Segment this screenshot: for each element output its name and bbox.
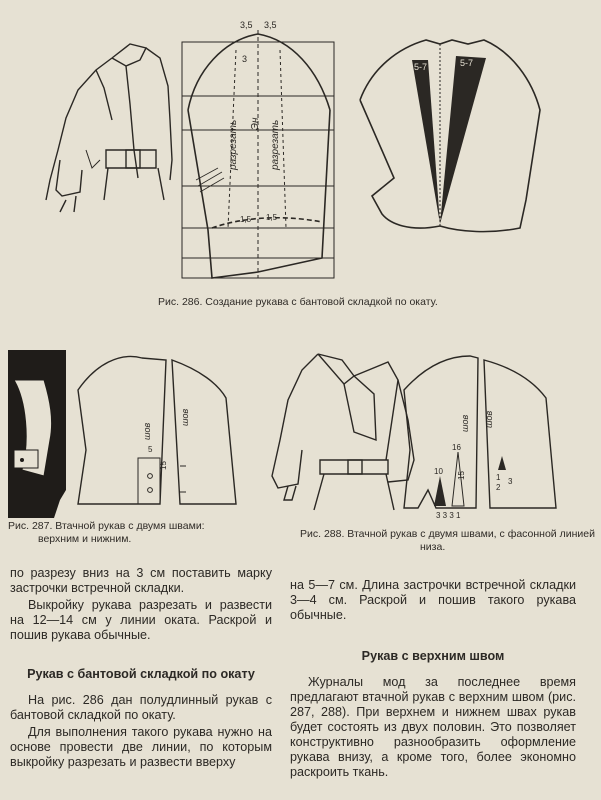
heading-bow-pleat-sleeve: Рукав с бантовой складкой по окату [27,667,255,681]
seam-288-right-text: шов [484,410,494,428]
lower-a-text: 1,5 [240,215,252,224]
mark-10-text: 10 [434,467,443,476]
mark-2-text: 2 [496,483,501,492]
seam-left-text: шов [142,422,152,440]
lower-b-text: 1,5 [266,213,278,222]
seam-288-left-text: шов [460,414,470,432]
cut-left-text: разрезать [228,119,239,170]
right-paragraph-1: на 5—7 см. Длина застрочки встречной складки 3—4 см. Раскрой и пошив такого рукава обычные. [290,578,576,622]
mark-15-text: 15 [159,461,168,470]
right-column [290,578,576,780]
left-paragraph-1: по разрезу вниз на 3 см поставить марку застрочки встречной складки. [10,566,272,595]
seam-right-text: шов [180,408,190,426]
mark-16-text: 16 [452,443,461,452]
cut-right-text: разрезать [270,119,281,170]
left-paragraph-3: На рис. 286 дан полудлинный рукав с бантовой складкой по окату. [10,693,272,722]
left-paragraph-4: Для выполнения такого рукава нужно на основе провести две линии, по которым выкройку разрезать и развести вверху [10,725,272,769]
figure-287-caption [8,520,296,546]
figure-287-illustration [0,340,300,520]
figure-288-caption-line2: низа. [420,541,446,553]
figure-287-caption-line2: верхним и нижним. [38,533,132,545]
right-paragraph-2: Журналы мод за последнее время предлагают втачной рукав с верхним швом (рис. 287, 288). При верхнем и нижнем швах рукав будет состоять из двух половин. Это позволяет конструктивно разнообразить оформление рукава внизу, а кроме того, более экономно раскроить ткань. [290,675,576,779]
figure-286-caption: Рис. 286. Создание рукава с бантовой складкой по окату. [158,296,438,308]
mark-1-text: 1 [496,473,501,482]
figure-288-caption-line1: Рис. 288. Втачной рукав с двумя швами, с фасонной линией [300,528,595,540]
on-text: Эн [250,117,261,130]
bottom-marks-text: 3 3 3 1 [436,511,461,520]
mark-3-text: 3 [242,54,248,64]
left-paragraph-2: Выкройку рукава разрезать и развести на 12—14 см у линии оката. Раскрой и пошив рукава обычные. [10,598,272,642]
measure-a-text: 3,5 [240,20,253,30]
figure-288-caption [300,528,595,554]
heading-top-seam-sleeve: Рукав с верхним швом [361,649,505,663]
measure-b-text: 3,5 [264,20,277,30]
figure-286-illustration [0,0,601,300]
figure-288-illustration [258,340,601,530]
mark-5-text: 5 [148,445,153,454]
fold-right-text: 5-7 [460,58,474,68]
figure-287-caption-line1: Рис. 287. Втачной рукав с двумя швами: [8,520,205,532]
fold-left-text: 5-7 [414,62,428,72]
left-column [10,566,272,770]
mark-15-288-text: 15 [457,471,466,480]
mark-3-288-text: 3 [508,477,513,486]
